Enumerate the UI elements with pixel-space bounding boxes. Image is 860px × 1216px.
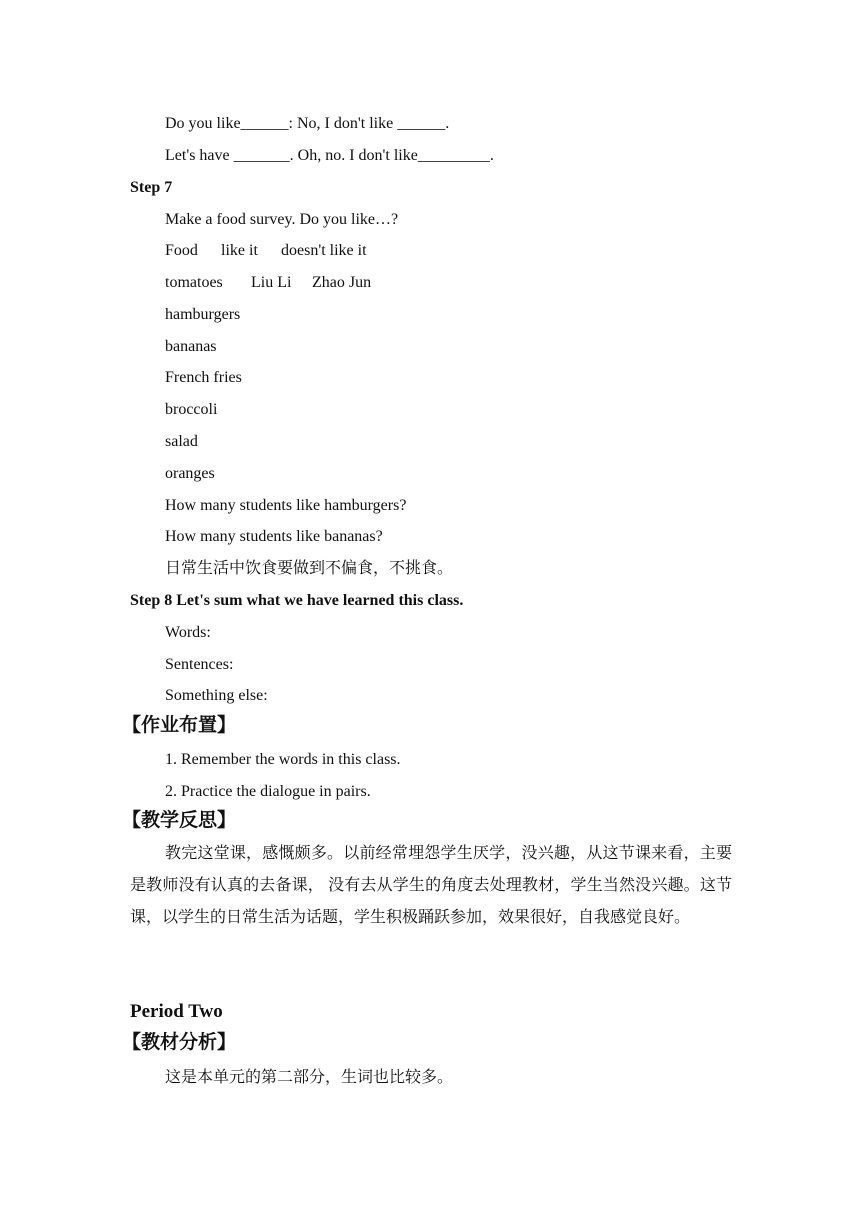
step7-intro: Make a food survey. Do you like…? (165, 211, 399, 228)
survey-question: How many students like bananas? (165, 528, 383, 545)
food-item: bananas (165, 338, 217, 355)
food-item: broccoli (165, 401, 218, 418)
food-item: hamburgers (165, 306, 241, 323)
diet-note: 日常生活中饮食要做到不偏食，不挑食。 (165, 560, 454, 577)
survey-header-dislike: doesn't like it (281, 242, 367, 259)
homework-item: 2. Practice the dialogue in pairs. (165, 783, 371, 800)
survey-header-like: like it (221, 242, 258, 259)
survey-row-dislike: Zhao Jun (312, 274, 372, 291)
reflection-heading: 【教学反思】 (122, 810, 237, 831)
food-item: French fries (165, 369, 242, 386)
summary-item: Sentences: (165, 656, 234, 673)
reflection-paragraph: 教完这堂课，感慨颇多。以前经常埋怨学生厌学，没兴趣，从这节课来看，主要是教师没有认真的去备课， 没有去从学生的角度去处理教材，学生当然没兴趣。这节课，以学生的日常生活为话题，学生积极踊跃参加，效果很好，自我感觉良好。 (130, 845, 732, 926)
step8-heading: Step 8 Let's sum what we have learned this class. (130, 592, 464, 609)
survey-question: How many students like hamburgers? (165, 497, 407, 514)
step7-heading: Step 7 (130, 179, 173, 196)
survey-header-food: Food (165, 242, 198, 259)
dialogue-line-2: Let's have _______. Oh, no. I don't like_________. (165, 147, 494, 164)
period-two-heading: Period Two (130, 1001, 223, 1022)
analysis-text: 这是本单元的第二部分，生词也比较多。 (165, 1069, 454, 1086)
food-item: oranges (165, 465, 215, 482)
analysis-heading: 【教材分析】 (122, 1032, 237, 1053)
food-item: salad (165, 433, 198, 450)
summary-item: Something else: (165, 687, 268, 704)
summary-item: Words: (165, 624, 211, 641)
homework-item: 1. Remember the words in this class. (165, 751, 401, 768)
survey-row-like: Liu Li (251, 274, 292, 291)
dialogue-line-1: Do you like______: No, I don't like ______. (165, 115, 450, 132)
homework-heading: 【作业布置】 (122, 715, 237, 736)
survey-row-food: tomatoes (165, 274, 223, 291)
